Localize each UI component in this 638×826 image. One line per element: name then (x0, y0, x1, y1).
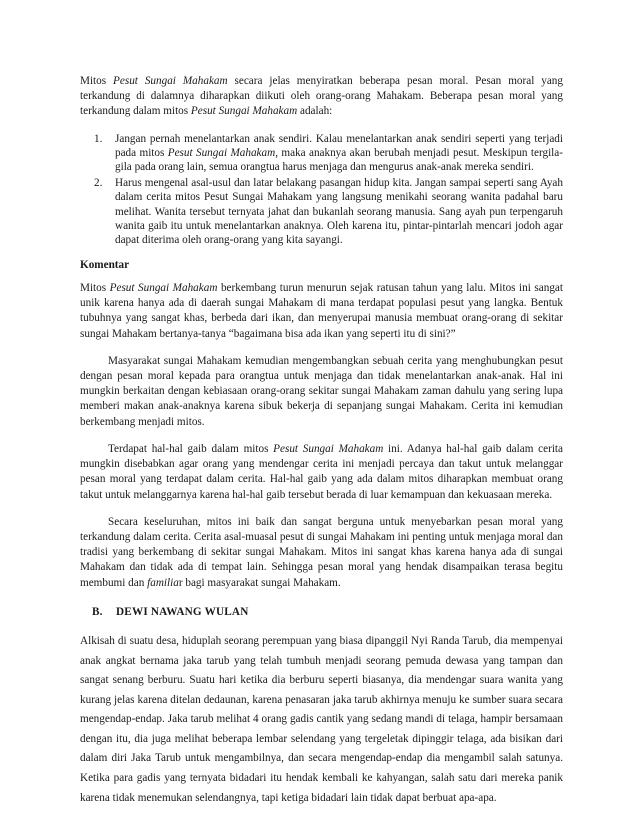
list-number: 1. (94, 132, 103, 145)
paragraph-italic: familia (147, 576, 179, 589)
paragraph-text: Mitos (80, 282, 110, 295)
komentar-paragraph-3 (80, 442, 563, 503)
section-b-body (80, 632, 563, 808)
intro-text-body: secara jelas menyiratkan beberapa pesan moral. Pesan moral yang terkandung di dalamnya diharapkan diikuti oleh orang-orang Mahakam. Beberapa pesan moral yang terkandung dalam mitos (80, 75, 563, 118)
komentar-paragraph-4 (80, 515, 563, 591)
intro-title-italic-2: Pesut Sungai Mahakam (190, 105, 298, 118)
komentar-heading: Komentar (80, 258, 130, 271)
paragraph-text: r bagi masyarakat sungai Mahakam. (178, 576, 341, 589)
paragraph-text: ini. Adanya hal-hal gaib dalam cerita mungkin disebabkan agar orang yang mendengar cerita ini menjadi percaya dan takut untuk melanggar pesan moral yang terdapat dalam cerita. Hal-hal gaib yang ada dalam mitos diharapkan membuat orang takut untuk melanggarnya karena hal-hal gaib tersebut berada di luar kemampuan dan kekuasaan mereka. (80, 442, 563, 501)
intro-paragraph (80, 74, 563, 120)
komentar-paragraph-1 (80, 281, 563, 342)
section-b-paragraph: Alkisah di suatu desa, hiduplah seorang perempuan yang biasa dipanggil Nyi Randa Tarub, dia mempenyai anak angkat bernama jaka tarub yang telah tumbuh menjadi seorang pemuda dewasa yang tampan dan sangat senang berburu. Suatu hari ketika dia berburu seperti biasanya, dia mendengar suara wanita yang kurang jelas karena ditelan dedaunan, karena penasaran jaka tarub akhirnya menuju ke sumber suara secara mengendap-endap. Jaka tarub melihat 4 orang gadis cantik yang sedang mandi di telaga, hampir bersamaan dengan itu, dia juga melihat beberapa lembar selendang yang tergeletak dipinggir telaga, ada bisikan dari dalam diri Jaka Tarub untuk mengambilnya, dan secara mengendap-endap dia mengambil salah satunya. Ketika para gadis yang ternyata bidadari itu hendak kembali ke kahyangan, salah satu dari mereka panik karena tidak menemukan selendangnya, tapi ketiga bidadari lain tidak dapat berbuat apa-apa. (80, 634, 563, 804)
section-title: DEWI NAWANG WULAN (116, 605, 249, 618)
section-letter: B. (92, 605, 103, 618)
komentar-paragraph-2: Masyarakat sungai Mahakam kemudian mengembangkan sebuah cerita yang menghubungkan pesut dengan pesan moral kepada para orangtua untuk menjaga dan tidak menelantarkan anak-anak. Hal ini mungkin berkaitan dengan kebiasaan orang-orang sekitar sungai Mahakam zaman dahulu yang sering lupa memberi makan anak-anaknya karena sibuk bekerja di sepanjang sungai Mahakam. Cerita ini kemudian berkembang menjadi mitos. (80, 354, 563, 428)
list-item (94, 176, 563, 248)
paragraph-text: berkembang turun menurun sejak ratusan tahun yang lalu. Mitos ini sangat unik karena hanya ada di daerah sungai Mahakam di mana terdapat populasi pesut yang langka. Bentuk tubuhnya yang sangat khas, berbeda dari ikan, dan menyerupai manusia membuat orang-orang di sekitar sungai Mahakam bertanya-tanya “bagaimana bisa ada ikan yang seperti itu di sini?” (80, 282, 563, 340)
list-item-text: Jangan pernah menelantarkan anak sendiri. Kalau menelantarkan anak sendiri seperti yang terjadi pada mitos (115, 132, 563, 160)
document-page (80, 74, 563, 808)
list-item-text: Harus mengenal asal-usul dan latar belakang pasangan hidup kita. Jangan sampai seperti sang Ayah dalam cerita mitos Pesut Sungai Mahakam yang langsung menikahi seorang wanita padahal baru melihat. Wanita tersebut ternyata jahat dan bukanlah seorang manusia. Sang ayah pun terpengaruh wanita gaib itu untuk menelantarkan anaknya. Oleh karena itu, pintar-pintarlah mencari jodoh agar dapat diterima oleh orang-orang yang kita sayangi. (115, 176, 563, 247)
paragraph-text: Secara keseluruhan, mitos ini baik dan sangat berguna untuk menyebarkan pesan moral yang terkandung dalam cerita. Cerita asal-muasal pesut di sungai Mahakam ini penting untuk menjaga moral dan tradisi yang berkembang di sekitar sungai Mahakam. Mitos ini sangat khas karena hanya ada di sungai Mahakam dan tidak ada di tempat lain. Sehingga pesan moral yang hendak disampaikan terasa begitu membumi dan (80, 515, 563, 589)
paragraph-italic: Pesut Sungai Mahakam (273, 442, 384, 455)
list-item-italic: Pesut Sungai Mahakam (167, 147, 276, 160)
section-b-heading (80, 605, 563, 620)
paragraph-text: Terdapat hal-hal gaib dalam mitos (108, 442, 274, 455)
list-number: 2. (94, 176, 103, 189)
list-item-text-end: , maka anaknya akan berubah menjadi pesut. Meskipun tergila-gila pada orang lain, semua orangtua harus menjaga dan mengurus anak-anak mereka sendiri. (115, 147, 563, 174)
intro-title-italic: Pesut Sungai Mahakam (113, 75, 228, 87)
intro-text-end: adalah: (297, 105, 333, 118)
moral-list (80, 132, 563, 248)
intro-text: Mitos (80, 75, 114, 87)
list-item (94, 132, 563, 175)
paragraph-italic: Pesut Sungai Mahakam (109, 282, 218, 295)
